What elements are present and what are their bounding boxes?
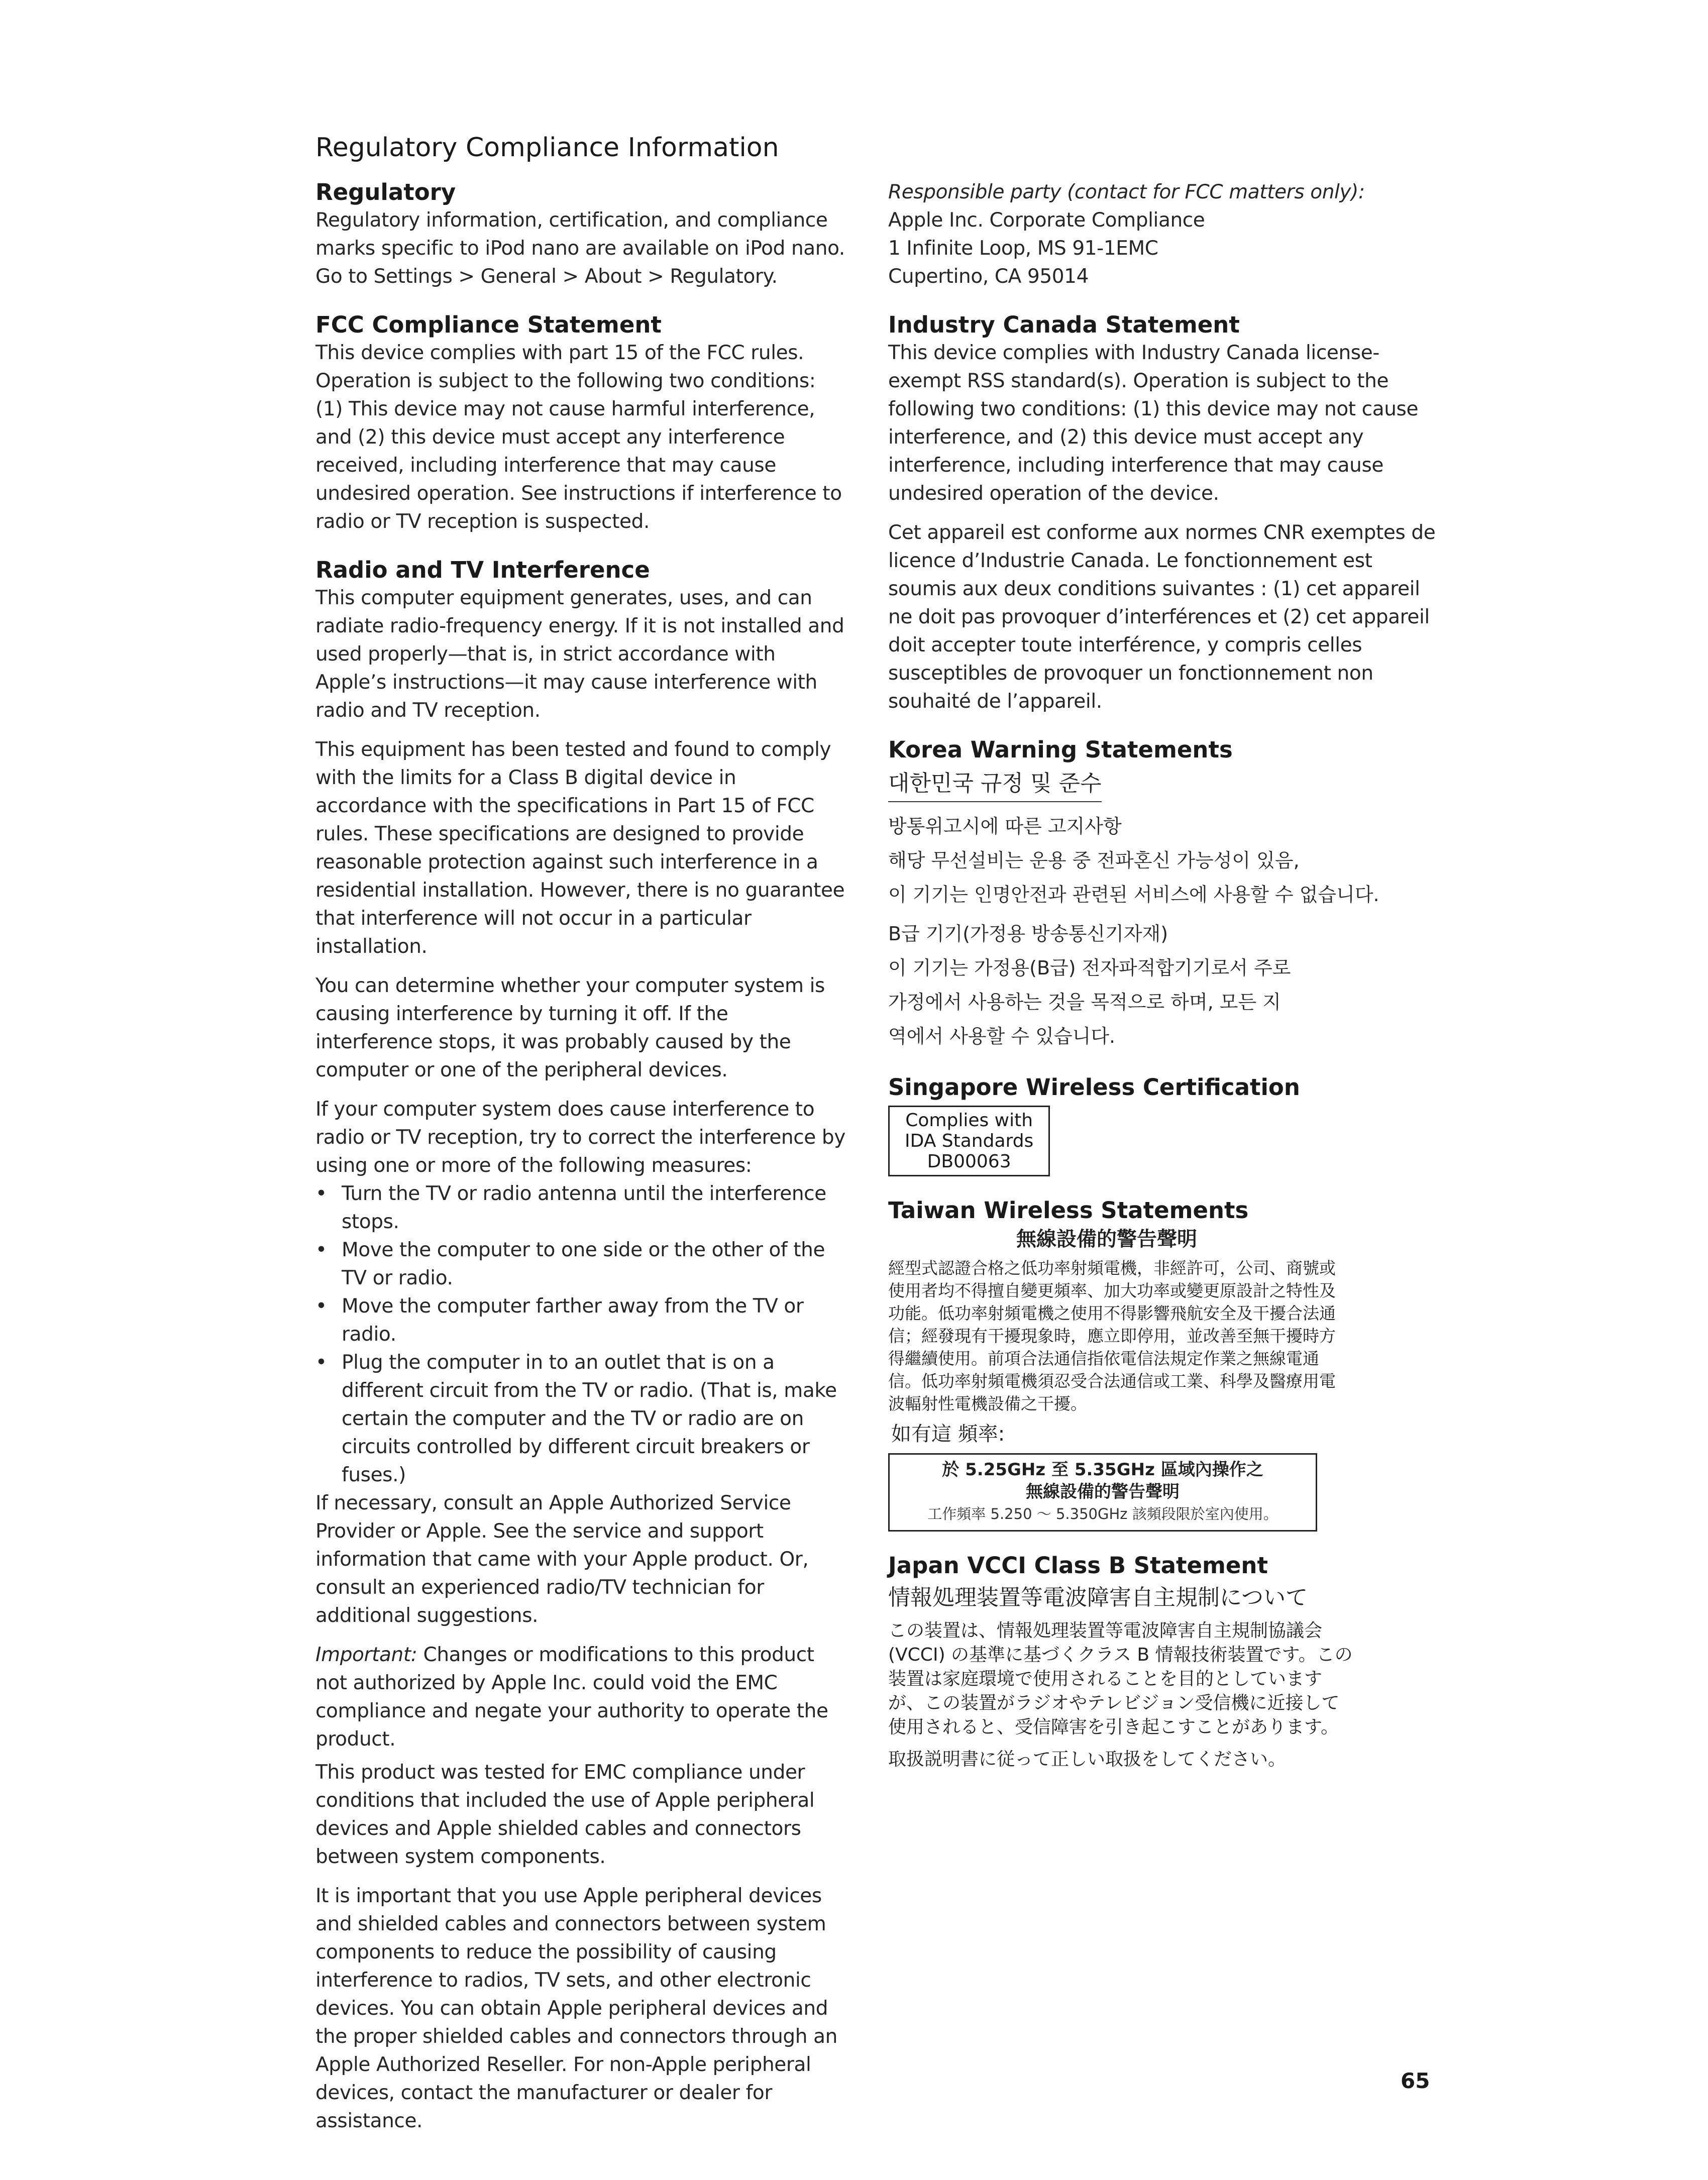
measure-item: • Turn the TV or radio antenna until the interference stops. (315, 1180, 848, 1236)
taiwan-heading: Taiwan Wireless Statements (888, 1197, 1249, 1224)
canada-english-body: This device complies with Industry Canada license- exempt RSS standard(s). Operation is subject to the following two conditions: (1) this device may not cause interference, and (2) this device must accept any interference, including interference that may cause undesired operation of the device. (888, 342, 1419, 505)
korea-line: B급 기기(가정용 방송통신기자재) (888, 923, 1168, 945)
taiwan-frequency-box (888, 1453, 1317, 1532)
japan-body: この装置は、情報処理装置等電波障害自主規制協議会 (VCCI) の基準に基づくクラス B 情報技術装置です。この装置は家庭環境で使用されることを目的としていますが、この装置がラジオやテレビジョン受信機に近接して使用されると、受信障害を引き起こすことがあります。 (888, 1620, 1353, 1737)
korea-line: 방통위고시에 따른 고지사항 (888, 815, 1122, 837)
korea-line: 이 기기는 가정용(B급) 전자파적합기기로서 주로 (888, 957, 1291, 979)
ida-certification-box (888, 1106, 1050, 1176)
page-number: 65 (1401, 2068, 1430, 2093)
important-paragraph (315, 1641, 848, 1754)
important-label: Important: (315, 1644, 417, 1666)
radio-tv-heading: Radio and TV Interference (315, 557, 650, 583)
radio-tv-paragraph-1: This computer equipment generates, uses, and can radiate radio-frequency energy. If it is not installed and used properly—that is, in strict accordance with Apple’s instructions—it may cause interference with radio and TV reception. (315, 587, 844, 722)
radio-tv-paragraph-4: If your computer system does cause interference to radio or TV reception, try to correct the interference by using one or more of the following measures: (315, 1098, 845, 1177)
regulatory-heading: Regulatory (315, 179, 456, 205)
fcc-heading: FCC Compliance Statement (315, 311, 662, 338)
radio-tv-paragraph-2: This equipment has been tested and found to comply with the limits for a Class B digital device in accordance with the specifications in Part 15 of FCC rules. These specifications are designed to provide reasonable protection against such interference in a residential installation. However, there is no guarantee that interference will not occur in a particular installation. (315, 738, 845, 958)
fcc-section (315, 311, 848, 536)
page-title: Regulatory Compliance Information (315, 133, 779, 163)
fcc-body: This device complies with part 15 of the FCC rules. Operation is subject to the following two conditions: (1) This device may not cause harmful interference, and (2) this device must accept any interference received, including interference that may cause undesired operation. See instructions if interference to radio or TV reception is suspected. (315, 342, 842, 533)
measure-item: • Move the computer farther away from the TV or radio. (315, 1292, 848, 1349)
radio-tv-paragraph-3: You can determine whether your computer system is causing interference by turning it off. If the interference stops, it was probably caused by the computer or one of the peripheral devices. (315, 974, 825, 1081)
taiwan-box-line-1: 於 5.25GHz 至 5.35GHz 區域內操作之 (942, 1460, 1263, 1480)
singapore-heading: Singapore Wireless Certification (888, 1074, 1300, 1101)
taiwan-box-line-3: 工作頻率 5.250 ～ 5.350GHz 該頻段限於室內使用。 (927, 1505, 1278, 1522)
korea-line: 가정에서 사용하는 것을 목적으로 하며, 모든 지 (888, 991, 1282, 1013)
taiwan-section (888, 1196, 1436, 1532)
taiwan-box-line-2: 無線設備的警告聲明 (1026, 1482, 1180, 1502)
ida-box-line: DB00063 (927, 1151, 1011, 1172)
korea-line: 해당 무선설비는 운용 중 전파혼신 가능성이 있음, (888, 849, 1300, 871)
responsible-line-3: Cupertino, CA 95014 (888, 265, 1089, 288)
responsible-line-1: Apple Inc. Corporate Compliance (888, 209, 1205, 232)
radio-tv-section (315, 556, 848, 2135)
taiwan-frequency-label: 如有這 頻率: (891, 1423, 1005, 1446)
korea-line: 역에서 사용할 수 있습니다. (888, 1025, 1116, 1047)
japan-section (888, 1552, 1436, 1772)
regulatory-body: Regulatory information, certification, and compliance marks specific to iPod nano are available on iPod nano. Go to Settings > General > About > Regulatory. (315, 209, 845, 288)
regulatory-section (315, 178, 848, 291)
japan-note: 取扱説明書に従って正しい取扱をしてください。 (888, 1749, 1287, 1770)
taiwan-body: 經型式認證合格之低功率射頻電機，非經許可，公司、商號或使用者均不得擅自變更頻率、加大功率或變更原設計之特性及功能。低功率射頻電機之使用不得影響飛航安全及干擾合法通信；經發現有干擾現象時，應立即停用，並改善至無干擾時方得繼續使用。前項合法通信指依電信法規定作業之無線電通信。低功率射頻電機須忍受合法通信或工業、科學及醫療用電波輻射性電機設備之干擾。 (888, 1258, 1336, 1413)
canada-french-body: Cet appareil est conforme aux normes CNR exemptes de licence d’Industrie Canada. Le fonctionnement est soumis aux deux conditions suivantes : (1) cet appareil ne doit pas provoquer d’interférences et (2) cet appareil doit accepter toute interférence, y compris celles susceptibles de provoquer un fonctionnement non souhaité de l’appareil. (888, 521, 1436, 713)
japan-heading: Japan VCCI Class B Statement (888, 1552, 1268, 1579)
korea-line: 이 기기는 인명안전과 관련된 서비스에 사용할 수 없습니다. (888, 884, 1379, 906)
taiwan-title: 無線設備的警告聲明 (1016, 1228, 1197, 1251)
responsible-party-label: Responsible party (contact for FCC matters only): (888, 181, 1365, 203)
radio-tv-paragraph-6: This product was tested for EMC compliance under conditions that included the use of Apple peripheral devices and Apple shielded cables and connectors between system components. (315, 1761, 815, 1868)
ida-box-line: IDA Standards (905, 1131, 1034, 1151)
ida-box-line: Complies with (905, 1110, 1033, 1131)
left-column (315, 178, 848, 2135)
korea-subtitle: 대한민국 규정 및 준수 (888, 769, 1102, 802)
radio-tv-paragraph-5: If necessary, consult an Apple Authorized Service Provider or Apple. See the service and support information that came with your Apple product. Or, consult an experienced radio/TV technician for additional suggestions. (315, 1492, 809, 1627)
responsible-line-2: 1 Infinite Loop, MS 91-1EMC (888, 237, 1158, 260)
singapore-section (888, 1073, 1436, 1176)
responsible-party (888, 178, 1436, 291)
korea-section (888, 736, 1436, 1053)
right-column (888, 178, 1436, 1772)
canada-section (888, 311, 1436, 716)
radio-tv-paragraph-7: It is important that you use Apple peripheral devices and shielded cables and connectors between system components to reduce the possibility of causing interference to radios, TV sets, and other electronic devices. You can obtain Apple peripheral devices and the proper shielded cables and connectors through an Apple Authorized Reseller. For non-Apple peripheral devices, contact the manufacturer or dealer for assistance. (315, 1885, 837, 2132)
measures-list (315, 1180, 848, 1489)
korea-heading: Korea Warning Statements (888, 736, 1233, 763)
measure-item: • Plug the computer in to an outlet that is on a different circuit from the TV or radio. (That is, make certain the computer and the TV or radio are on circuits controlled by different circuit breakers or fuses.) (315, 1349, 848, 1489)
japan-title: 情報処理装置等電波障害自主規制について (888, 1585, 1308, 1610)
measure-item: • Move the computer to one side or the other of the TV or radio. (315, 1236, 848, 1292)
important-text: Changes or modifications to this product not authorized by Apple Inc. could void the EMC compliance and negate your authority to operate the product. (315, 1644, 828, 1751)
canada-heading: Industry Canada Statement (888, 311, 1240, 338)
